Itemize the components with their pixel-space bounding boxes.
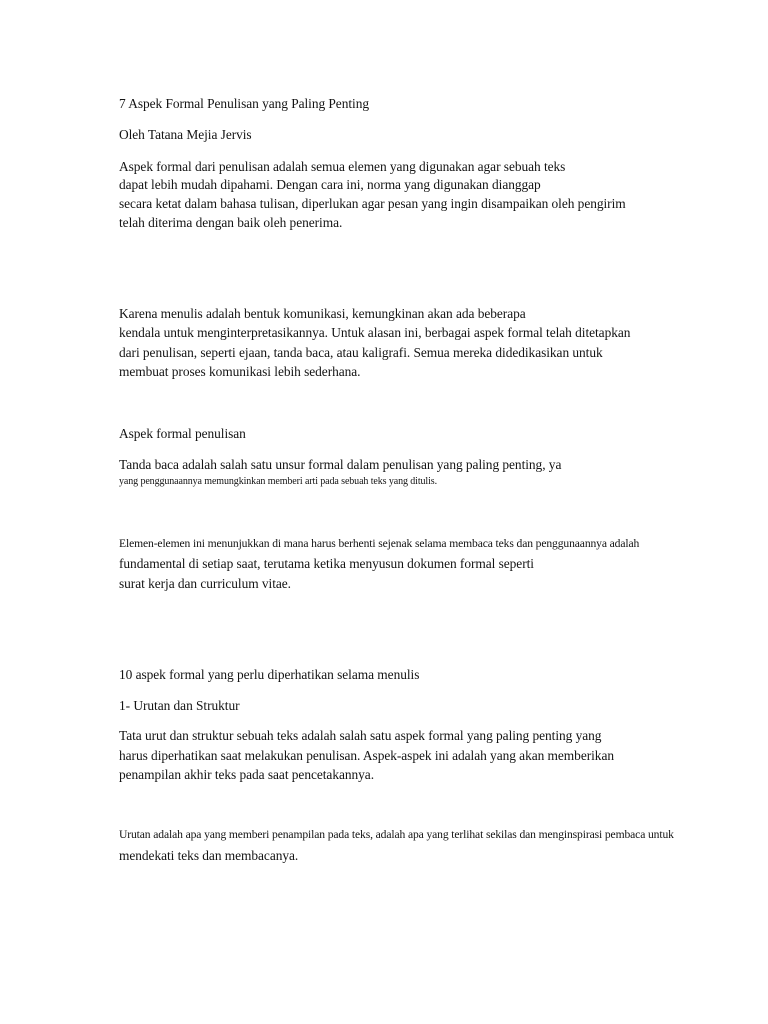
- paragraph-line: kendala untuk menginterpretasikannya. Untuk alasan ini, berbagai aspek formal telah ditetapkan: [119, 325, 631, 340]
- document-title: 7 Aspek Formal Penulisan yang Paling Penting: [119, 96, 369, 111]
- paragraph-line: dapat lebih mudah dipahami. Dengan cara ini, norma yang digunakan dianggap: [119, 177, 541, 192]
- paragraph-line: secara ketat dalam bahasa tulisan, diperlukan agar pesan yang ingin disampaikan oleh pengirim: [119, 196, 626, 211]
- paragraph-line: Aspek formal dari penulisan adalah semua elemen yang digunakan agar sebuah teks: [119, 159, 566, 174]
- paragraph-line: surat kerja dan curriculum vitae.: [119, 576, 291, 591]
- paragraph-line: yang penggunaannya memungkinkan memberi arti pada sebuah teks yang ditulis.: [119, 476, 437, 487]
- paragraph-line: Tanda baca adalah salah satu unsur formal dalam penulisan yang paling penting, ya: [119, 457, 562, 472]
- section-heading-10-aspek: 10 aspek formal yang perlu diperhatikan selama menulis: [119, 667, 420, 682]
- paragraph-line: Tata urut dan struktur sebuah teks adalah salah satu aspek formal yang paling penting yang: [119, 728, 602, 743]
- paragraph-line: Elemen-elemen ini menunjukkan di mana harus berhenti sejenak selama membaca teks dan penggunaannya adalah: [119, 537, 640, 550]
- document-author: Oleh Tatana Mejia Jervis: [119, 127, 252, 142]
- paragraph-line: membuat proses komunikasi lebih sederhana.: [119, 364, 361, 379]
- paragraph-line: harus diperhatikan saat melakukan penulisan. Aspek-aspek ini adalah yang akan memberikan: [119, 748, 614, 763]
- paragraph-line: dari penulisan, seperti ejaan, tanda baca, atau kaligrafi. Semua mereka didedikasikan untuk: [119, 345, 603, 360]
- paragraph-line: telah diterima dengan baik oleh penerima.: [119, 215, 343, 230]
- paragraph-line: mendekati teks dan membacanya.: [119, 848, 299, 863]
- section-heading-aspek-formal: Aspek formal penulisan: [119, 426, 246, 441]
- section-heading-urutan-struktur: 1- Urutan dan Struktur: [119, 698, 240, 713]
- paragraph-line: penampilan akhir teks pada saat pencetakannya.: [119, 767, 374, 782]
- paragraph-line: Urutan adalah apa yang memberi penampilan pada teks, adalah apa yang terlihat sekilas dan menginspirasi pembaca untuk: [119, 828, 674, 841]
- paragraph-line: Karena menulis adalah bentuk komunikasi, kemungkinan akan ada beberapa: [119, 306, 526, 321]
- paragraph-line: fundamental di setiap saat, terutama ketika menyusun dokumen formal seperti: [119, 556, 534, 571]
